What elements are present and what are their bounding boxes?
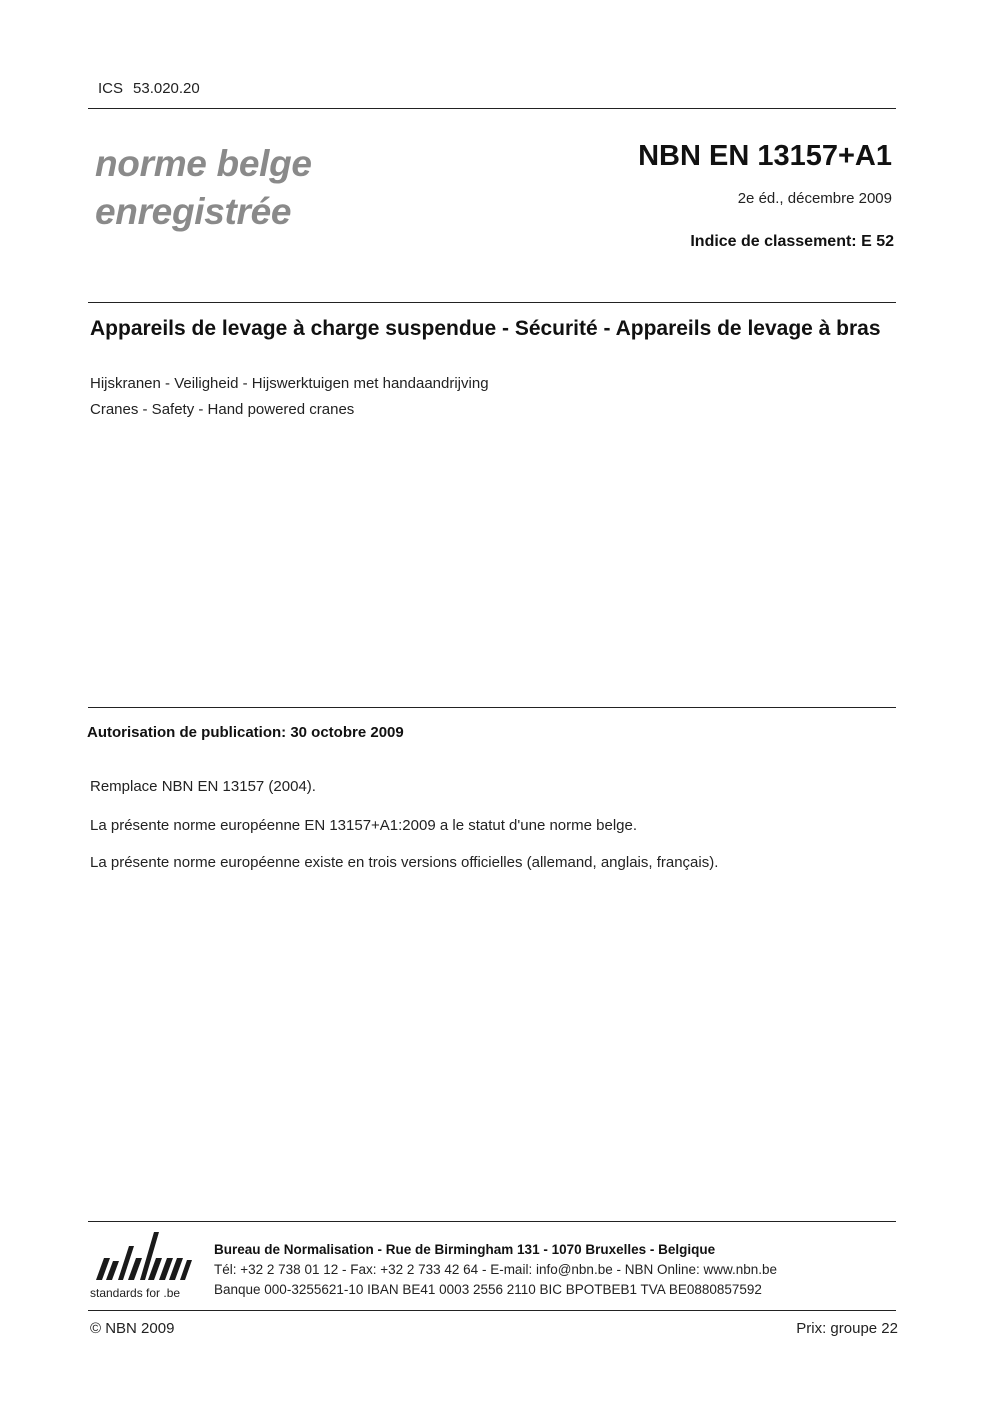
title-dutch: Hijskranen - Veiligheid - Hijswerktuigen met handaandrijving [90, 375, 489, 392]
ics-code: 53.020.20 [133, 80, 200, 97]
publication-authorisation: Autorisation de publication: 30 octobre 2009 [87, 724, 404, 741]
footer-address: Bureau de Normalisation - Rue de Birmingham 131 - 1070 Bruxelles - Belgique [214, 1242, 716, 1257]
footer-divider [88, 1221, 896, 1222]
classification-index: Indice de classement: E 52 [690, 233, 894, 250]
nbn-logo [88, 1228, 200, 1306]
replaces-note: Remplace NBN EN 13157 (2004). [90, 778, 316, 795]
footer-contact: Tél: +32 2 738 01 12 - Fax: +32 2 733 42 64 - E-mail: info@nbn.be - NBN Online: www.nbn.be [214, 1262, 778, 1277]
title-divider [88, 302, 896, 303]
footer-bank: Banque 000-3255621-10 IBAN BE41 0003 2556 2110 BIC BPOTBEB1 TVA BE0880857592 [214, 1282, 762, 1297]
standard-number: NBN EN 13157+A1 [638, 140, 892, 172]
copyright: © NBN 2009 [90, 1320, 175, 1337]
ics-label: ICS [98, 80, 124, 97]
edition-date: 2e éd., décembre 2009 [737, 190, 892, 207]
publication-divider [88, 707, 896, 708]
ics-classification [98, 80, 200, 97]
status-note: La présente norme européenne EN 13157+A1:2009 a le statut d'une norme belge. [90, 817, 638, 834]
title-english: Cranes - Safety - Hand powered cranes [90, 401, 355, 418]
title-french: Appareils de levage à charge suspendue - Sécurité - Appareils de levage à bras [90, 317, 881, 340]
versions-note: La présente norme européenne existe en trois versions officielles (allemand, anglais, français). [90, 854, 719, 871]
bottom-divider [88, 1310, 896, 1311]
brand-line-1: norme belge [95, 143, 312, 184]
price-group: Prix: groupe 22 [796, 1320, 898, 1337]
nbn-logo-mark-icon [88, 1228, 200, 1286]
header-divider [88, 108, 896, 109]
footer-contact-block [214, 1240, 777, 1300]
logo-tagline: standards for .be [90, 1286, 181, 1300]
brand-title [95, 140, 312, 236]
brand-line-2: enregistrée [95, 191, 292, 232]
